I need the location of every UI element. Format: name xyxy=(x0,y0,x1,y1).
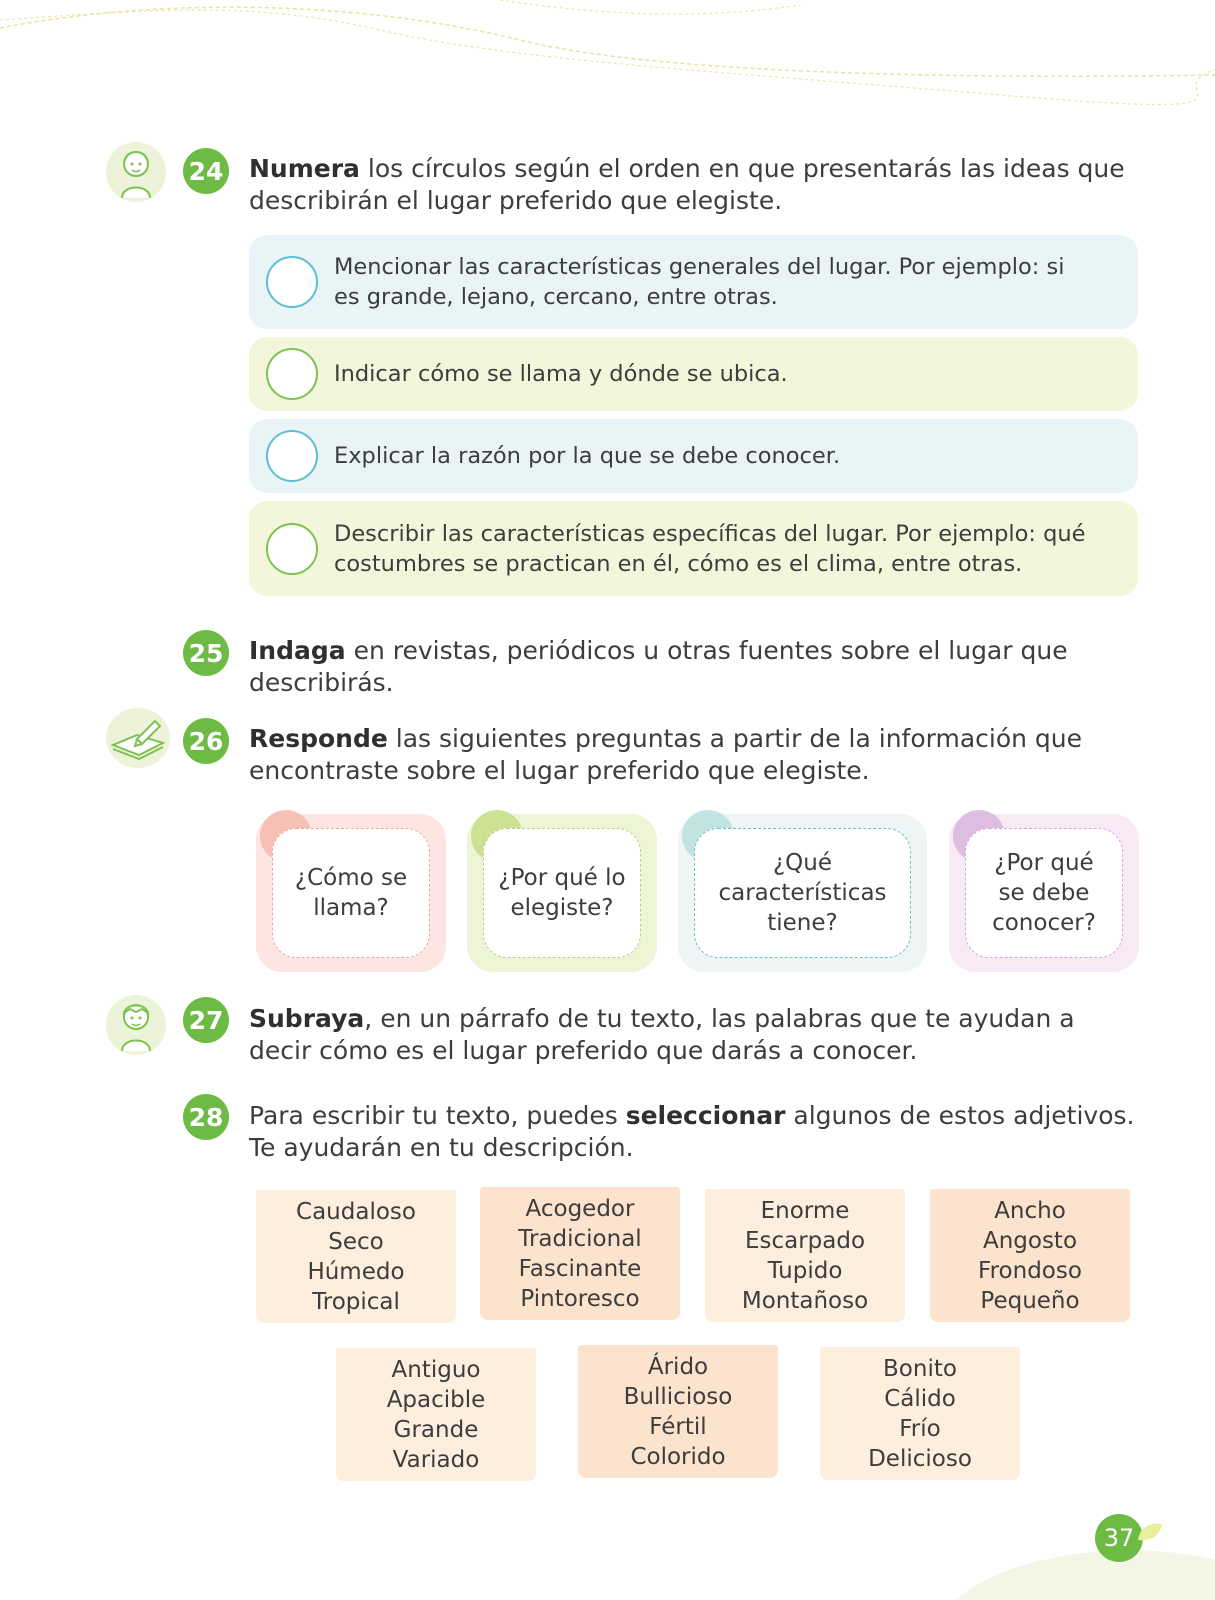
page-number: 37 xyxy=(1095,1514,1143,1562)
option-text-line2: es grande, lejano, cercano, entre otras. xyxy=(334,284,778,310)
adjective: Ancho xyxy=(994,1197,1066,1224)
activity-27-instruction xyxy=(249,1003,1149,1067)
question-text-line2: llama? xyxy=(313,895,389,921)
leaf-icon xyxy=(1136,1520,1164,1544)
notebook-pencil-icon xyxy=(106,708,170,768)
question-answer-area[interactable] xyxy=(694,828,911,958)
adjective: Colorido xyxy=(630,1443,726,1470)
option-text: Indicar cómo se llama y dónde se ubica. xyxy=(334,361,788,387)
ordering-option-2 xyxy=(249,337,1138,411)
instruction-verb: Subraya xyxy=(249,1004,365,1033)
activity-number-25: 25 xyxy=(183,630,229,676)
bottom-corner-decoration xyxy=(955,1540,1215,1600)
instruction-text: los círculos según el orden en que presentarás las ideas que xyxy=(359,154,1125,183)
question-card-4 xyxy=(949,814,1139,972)
instruction-verb: Numera xyxy=(249,154,360,183)
instruction-verb: Responde xyxy=(249,724,388,753)
option-text: Explicar la razón por la que se debe conocer. xyxy=(334,443,841,469)
adjective: Caudaloso xyxy=(296,1198,416,1225)
instruction-text: , en un párrafo de tu texto, las palabras que te ayudan a xyxy=(364,1004,1075,1033)
question-text-line2: se debe xyxy=(998,880,1090,906)
activity-number-27: 27 xyxy=(183,997,229,1043)
instruction-verb: Indaga xyxy=(249,636,346,665)
question-text-line2: elegiste? xyxy=(510,895,614,921)
activity-25-instruction xyxy=(249,635,1149,699)
adjective-card-3 xyxy=(705,1189,905,1322)
numbering-circle[interactable] xyxy=(266,256,318,308)
adjective: Montañoso xyxy=(741,1287,869,1314)
writer-boy-icon xyxy=(106,995,166,1055)
instruction-text: Para escribir tu texto, puedes xyxy=(249,1101,626,1130)
question-card-3 xyxy=(678,814,927,972)
adjective: Escarpado xyxy=(744,1227,866,1254)
top-wave-decoration xyxy=(0,0,1215,110)
adjective-card-6 xyxy=(578,1345,778,1478)
option-text: Describir las características específicas del lugar. Por ejemplo: qué xyxy=(334,520,1086,547)
adjective: Delicioso xyxy=(868,1445,972,1472)
instruction-text: en revistas, periódicos u otras fuentes sobre el lugar que xyxy=(345,636,1068,665)
question-text-line3: conocer? xyxy=(992,910,1096,936)
adjective: Enorme xyxy=(760,1197,850,1224)
activity-number-24: 24 xyxy=(183,148,229,194)
question-text: ¿Qué xyxy=(772,850,833,876)
adjective: Húmedo xyxy=(307,1258,405,1285)
adjective: Tropical xyxy=(312,1288,400,1315)
adjective: Grande xyxy=(393,1416,479,1443)
ordering-option-4 xyxy=(249,501,1138,596)
option-text-line2: costumbres se practican en él, cómo es el clima, entre otras. xyxy=(334,550,1023,577)
adjective: Seco xyxy=(328,1228,384,1255)
activity-28-instruction xyxy=(249,1100,1149,1164)
question-text-line3: tiene? xyxy=(767,910,838,936)
question-answer-area[interactable] xyxy=(272,828,430,958)
activity-number-26: 26 xyxy=(183,718,229,764)
adjective-card-2 xyxy=(480,1187,680,1320)
activity-26-instruction xyxy=(249,723,1149,787)
question-card-1 xyxy=(256,814,446,972)
instruction-text: las siguientes preguntas a partir de la información que xyxy=(387,724,1083,753)
instruction-text-line2: Te ayudarán en tu descripción. xyxy=(249,1133,634,1162)
question-text: ¿Por qué xyxy=(994,850,1094,876)
writer-girl-icon xyxy=(106,142,166,202)
adjective: Bonito xyxy=(883,1355,957,1382)
ordering-option-1 xyxy=(249,235,1138,329)
question-text: ¿Por qué lo xyxy=(498,865,626,891)
instruction-text-line2: describirás. xyxy=(249,668,394,697)
question-answer-area[interactable] xyxy=(965,828,1123,958)
adjective: Árido xyxy=(647,1353,709,1380)
adjective: Angosto xyxy=(982,1227,1078,1254)
adjective: Cálido xyxy=(884,1385,956,1412)
option-text: Mencionar las características generales del lugar. Por ejemplo: si xyxy=(334,254,1065,280)
question-card-2 xyxy=(467,814,657,972)
adjective-card-7 xyxy=(820,1347,1020,1480)
question-answer-area[interactable] xyxy=(483,828,641,958)
adjective: Fascinante xyxy=(518,1255,642,1282)
instruction-text-line2: describirán el lugar preferido que elegiste. xyxy=(249,186,783,215)
adjective: Acogedor xyxy=(525,1195,635,1222)
numbering-circle[interactable] xyxy=(266,348,318,400)
instruction-verb: seleccionar xyxy=(625,1101,786,1130)
activity-number-28: 28 xyxy=(183,1094,229,1140)
question-text: ¿Cómo se xyxy=(294,865,408,891)
adjective: Bullicioso xyxy=(623,1383,733,1410)
numbering-circle[interactable] xyxy=(266,430,318,482)
instruction-text-end: algunos de estos adjetivos. xyxy=(785,1101,1135,1130)
adjective-card-4 xyxy=(930,1189,1130,1322)
adjective: Fértil xyxy=(649,1413,707,1440)
adjective: Pintoresco xyxy=(520,1285,640,1312)
adjective: Pequeño xyxy=(980,1287,1080,1314)
adjective: Apacible xyxy=(386,1386,486,1413)
adjective: Antiguo xyxy=(391,1356,481,1383)
adjective: Tupido xyxy=(767,1257,843,1284)
adjective-card-5 xyxy=(336,1348,536,1481)
adjective-card-1 xyxy=(256,1190,456,1323)
ordering-option-3 xyxy=(249,419,1138,493)
numbering-circle[interactable] xyxy=(266,523,318,575)
question-text-line2: características xyxy=(718,880,887,906)
adjective: Variado xyxy=(392,1446,480,1473)
instruction-text-line2: decir cómo es el lugar preferido que darás a conocer. xyxy=(249,1036,918,1065)
instruction-text-line2: encontraste sobre el lugar preferido que elegiste. xyxy=(249,756,870,785)
adjective: Frío xyxy=(899,1415,941,1442)
activity-24-instruction xyxy=(249,153,1149,217)
adjective: Frondoso xyxy=(978,1257,1082,1284)
adjective: Tradicional xyxy=(518,1225,642,1252)
